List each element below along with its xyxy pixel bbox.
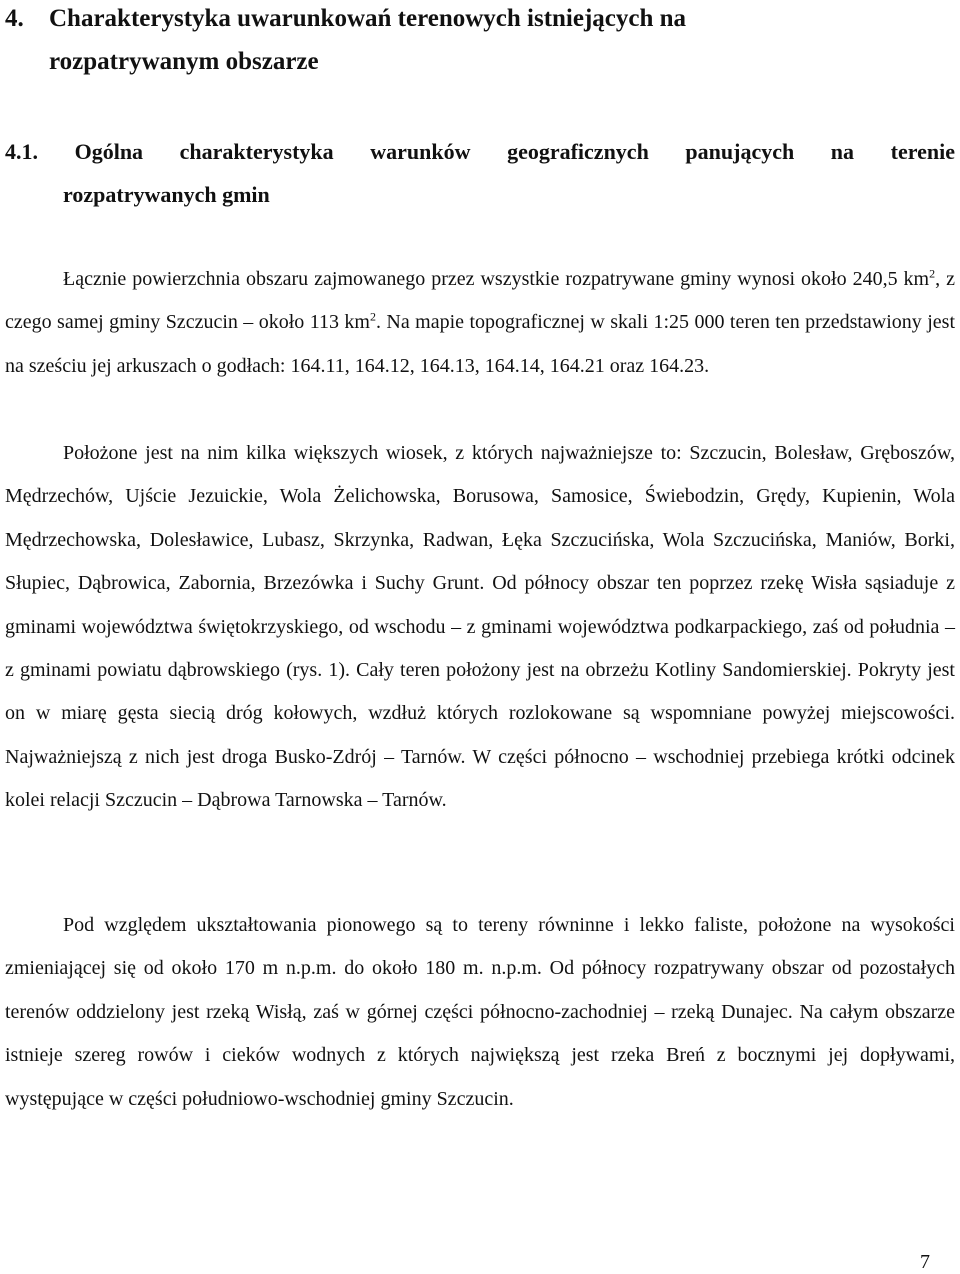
section-word: Ogólna [74, 139, 144, 164]
section-word: terenie [890, 139, 955, 164]
superscript: 2 [369, 309, 376, 324]
section-title-line2: rozpatrywanych gmin [63, 182, 270, 207]
paragraph-area-summary [5, 258, 955, 388]
section-word: warunków [370, 139, 471, 164]
chapter-heading [5, 0, 955, 83]
section-word: geograficznych [507, 139, 649, 164]
paragraph-text: Łącznie powierzchnia obszaru zajmowanego przez wszystkie rozpatrywane gminy wynosi około 240,5 km [63, 268, 930, 290]
chapter-number: 4. [5, 5, 24, 32]
section-heading [5, 130, 955, 216]
chapter-title-line2: rozpatrywanym obszarze [49, 48, 319, 75]
section-heading-line1 [5, 130, 955, 173]
paragraph-terrain: Pod względem ukształtowania pionowego są to tereny równinne i lekko faliste, położone na wysokości zmieniającej się od około 170 m n.p.m. do około 180 m. n.p.m. Od północy rozpatrywany obszar od pozostałych terenów oddzielony jest rzeką Wisłą, zaś w górnej części północno-zachodniej – rzeką Dunajec. Na całym obszarze istnieje szereg rowów i cieków wodnych z których największą jest rzeka Breń z bocznymi jej dopływami, występujące w części południowo-wschodniej gminy Szczucin. [5, 914, 955, 1110]
superscript: 2 [929, 266, 936, 281]
section-number: 4.1. [5, 139, 38, 164]
paragraph-villages: Położone jest na nim kilka większych wiosek, z których najważniejsze to: Szczucin, Bolesław, Gręboszów, Mędrzechów, Ujście Jezuickie, Wola Żelichowska, Borusowa, Samosice, Świebodzin, Grędy, Kupienin, Wola Mędrzechowska, Dolesławice, Lubasz, Skrzynka, Radwan, Łęka Szczucińska, Wola Szczucińska, Maniów, Borki, Słupiec, Dąbrowica, Zabornia, Brzezówka i Suchy Grunt. Od północy obszar ten poprzez rzekę Wisła sąsiaduje z gminami województwa świętokrzyskiego, od wschodu – z gminami województwa podkarpackiego, zaś od południa – z gminami powiatu dąbrowskiego (rys. 1). Cały teren położony jest na obrzeżu Kotliny Sandomierskiej. Pokryty jest on w miarę gęsta siecią dróg kołowych, wzdłuż których rozlokowane są wspomniane powyżej miejscowości. Najważniejszą z nich jest droga Busko-Zdrój – Tarnów. W części północno – wschodniej przebiega krótki odcinek kolei relacji Szczucin – Dąbrowa Tarnowska – Tarnów. [5, 442, 955, 812]
page-number: 7 [920, 1251, 930, 1273]
paragraph-text: , z czego samej gminy Szczucin – około 113 km [5, 268, 955, 334]
chapter-title-line1: Charakterystyka uwarunkowań terenowych istniejących na [49, 5, 687, 32]
section-word: na [830, 139, 855, 164]
section-word: charakterystyka [179, 139, 334, 164]
section-word: panujących [685, 139, 795, 164]
paragraph-text: . Na mapie topograficznej w skali 1:25 000 teren ten przedstawiony jest na sześciu jej arkuszach o godłach: 164.11, 164.12, 164.13, 164.14, 164.21 oraz 164.23. [5, 311, 955, 377]
